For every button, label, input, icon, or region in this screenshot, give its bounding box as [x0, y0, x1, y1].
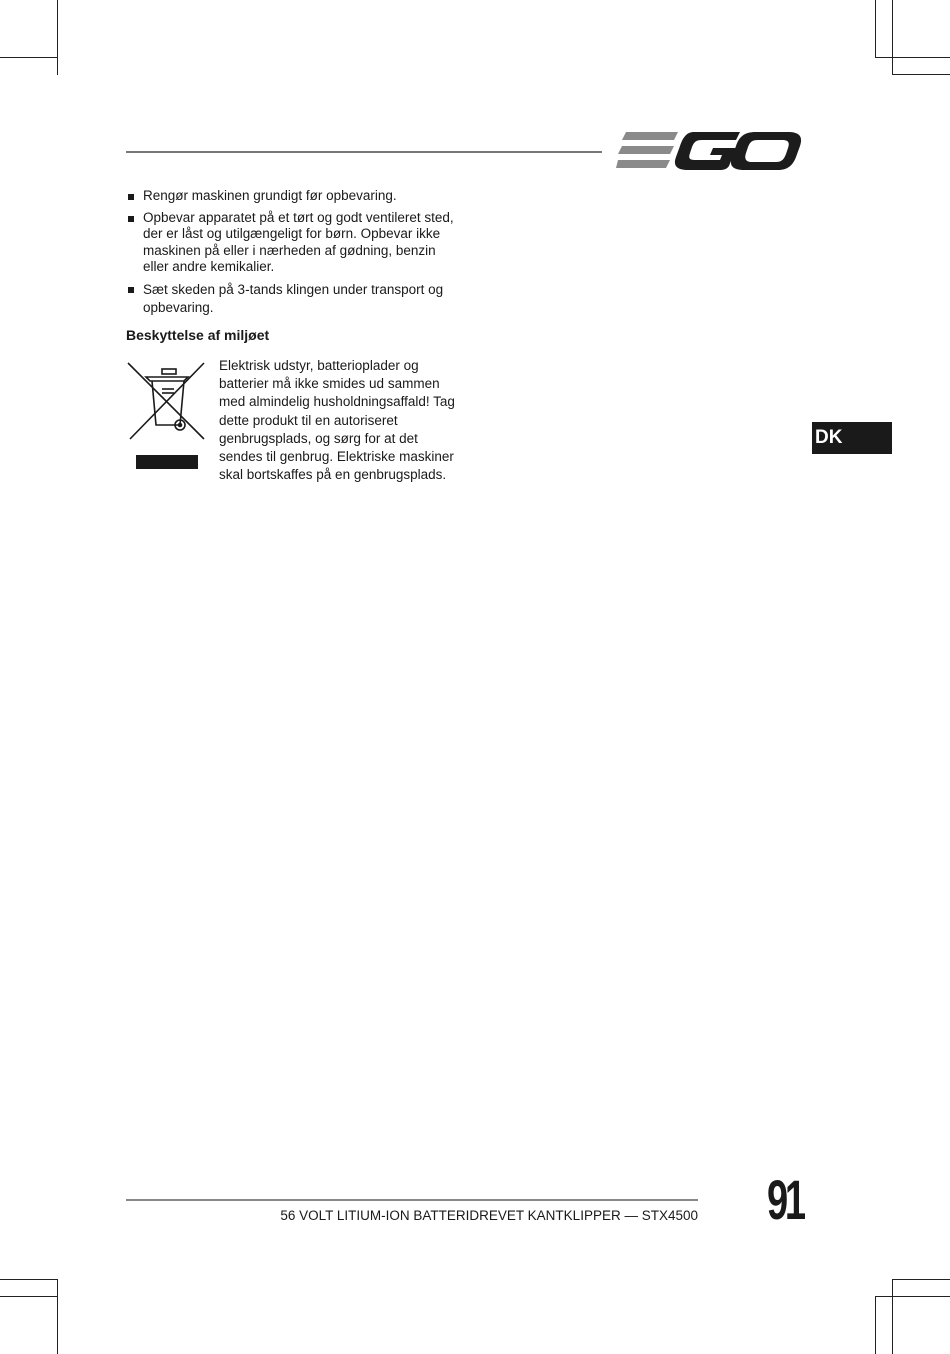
section-title: Beskyttelse af miljøet [126, 326, 270, 343]
weee-crossed-bin-icon [126, 359, 208, 473]
environment-text: Elektrisk udstyr, batterioplader og batterier må ikke smides ud sammen med almindelig husholdningsaffald! Tag dette produkt til en autoriseret genbrugsplads, og sørg for at det sendes til genbrug. Elektriske maskiner skal bortskaffes på en genbrugsplads. [219, 358, 455, 483]
crop-mark [892, 74, 950, 75]
crop-mark [0, 1296, 58, 1297]
crop-mark [875, 1296, 876, 1354]
crop-mark [892, 1279, 893, 1354]
crop-mark [0, 1279, 58, 1280]
header-rule [126, 151, 602, 153]
footer-product-line: 56 VOLT LITIUM-ION BATTERIDREVET KANTKLIPPER — STX4500 [280, 1208, 698, 1223]
page-number: 91 [767, 1168, 803, 1231]
language-tab: DK [812, 422, 892, 454]
footer-rule [126, 1199, 698, 1201]
crop-mark [892, 0, 893, 75]
crop-mark [875, 57, 950, 58]
crop-mark [57, 0, 58, 75]
crop-mark [875, 0, 876, 58]
crop-mark [0, 57, 58, 58]
environment-block [126, 357, 456, 484]
content-column [126, 188, 456, 484]
bullet-list [126, 188, 456, 317]
list-item: Opbevar apparatet på et tørt og godt ventileret sted, der er låst og utilgængeligt for børn. Opbevar ikke maskinen på eller i nærheden af gødning, benzin eller andre kemikalier. [126, 210, 456, 276]
list-item: Sæt skeden på 3-tands klingen under transport og opbevaring. [126, 281, 456, 317]
crop-mark [57, 1279, 58, 1354]
crop-mark [892, 1279, 950, 1280]
ego-logo [616, 128, 802, 174]
crop-mark [875, 1296, 950, 1297]
list-item: Rengør maskinen grundigt før opbevaring. [126, 188, 456, 205]
